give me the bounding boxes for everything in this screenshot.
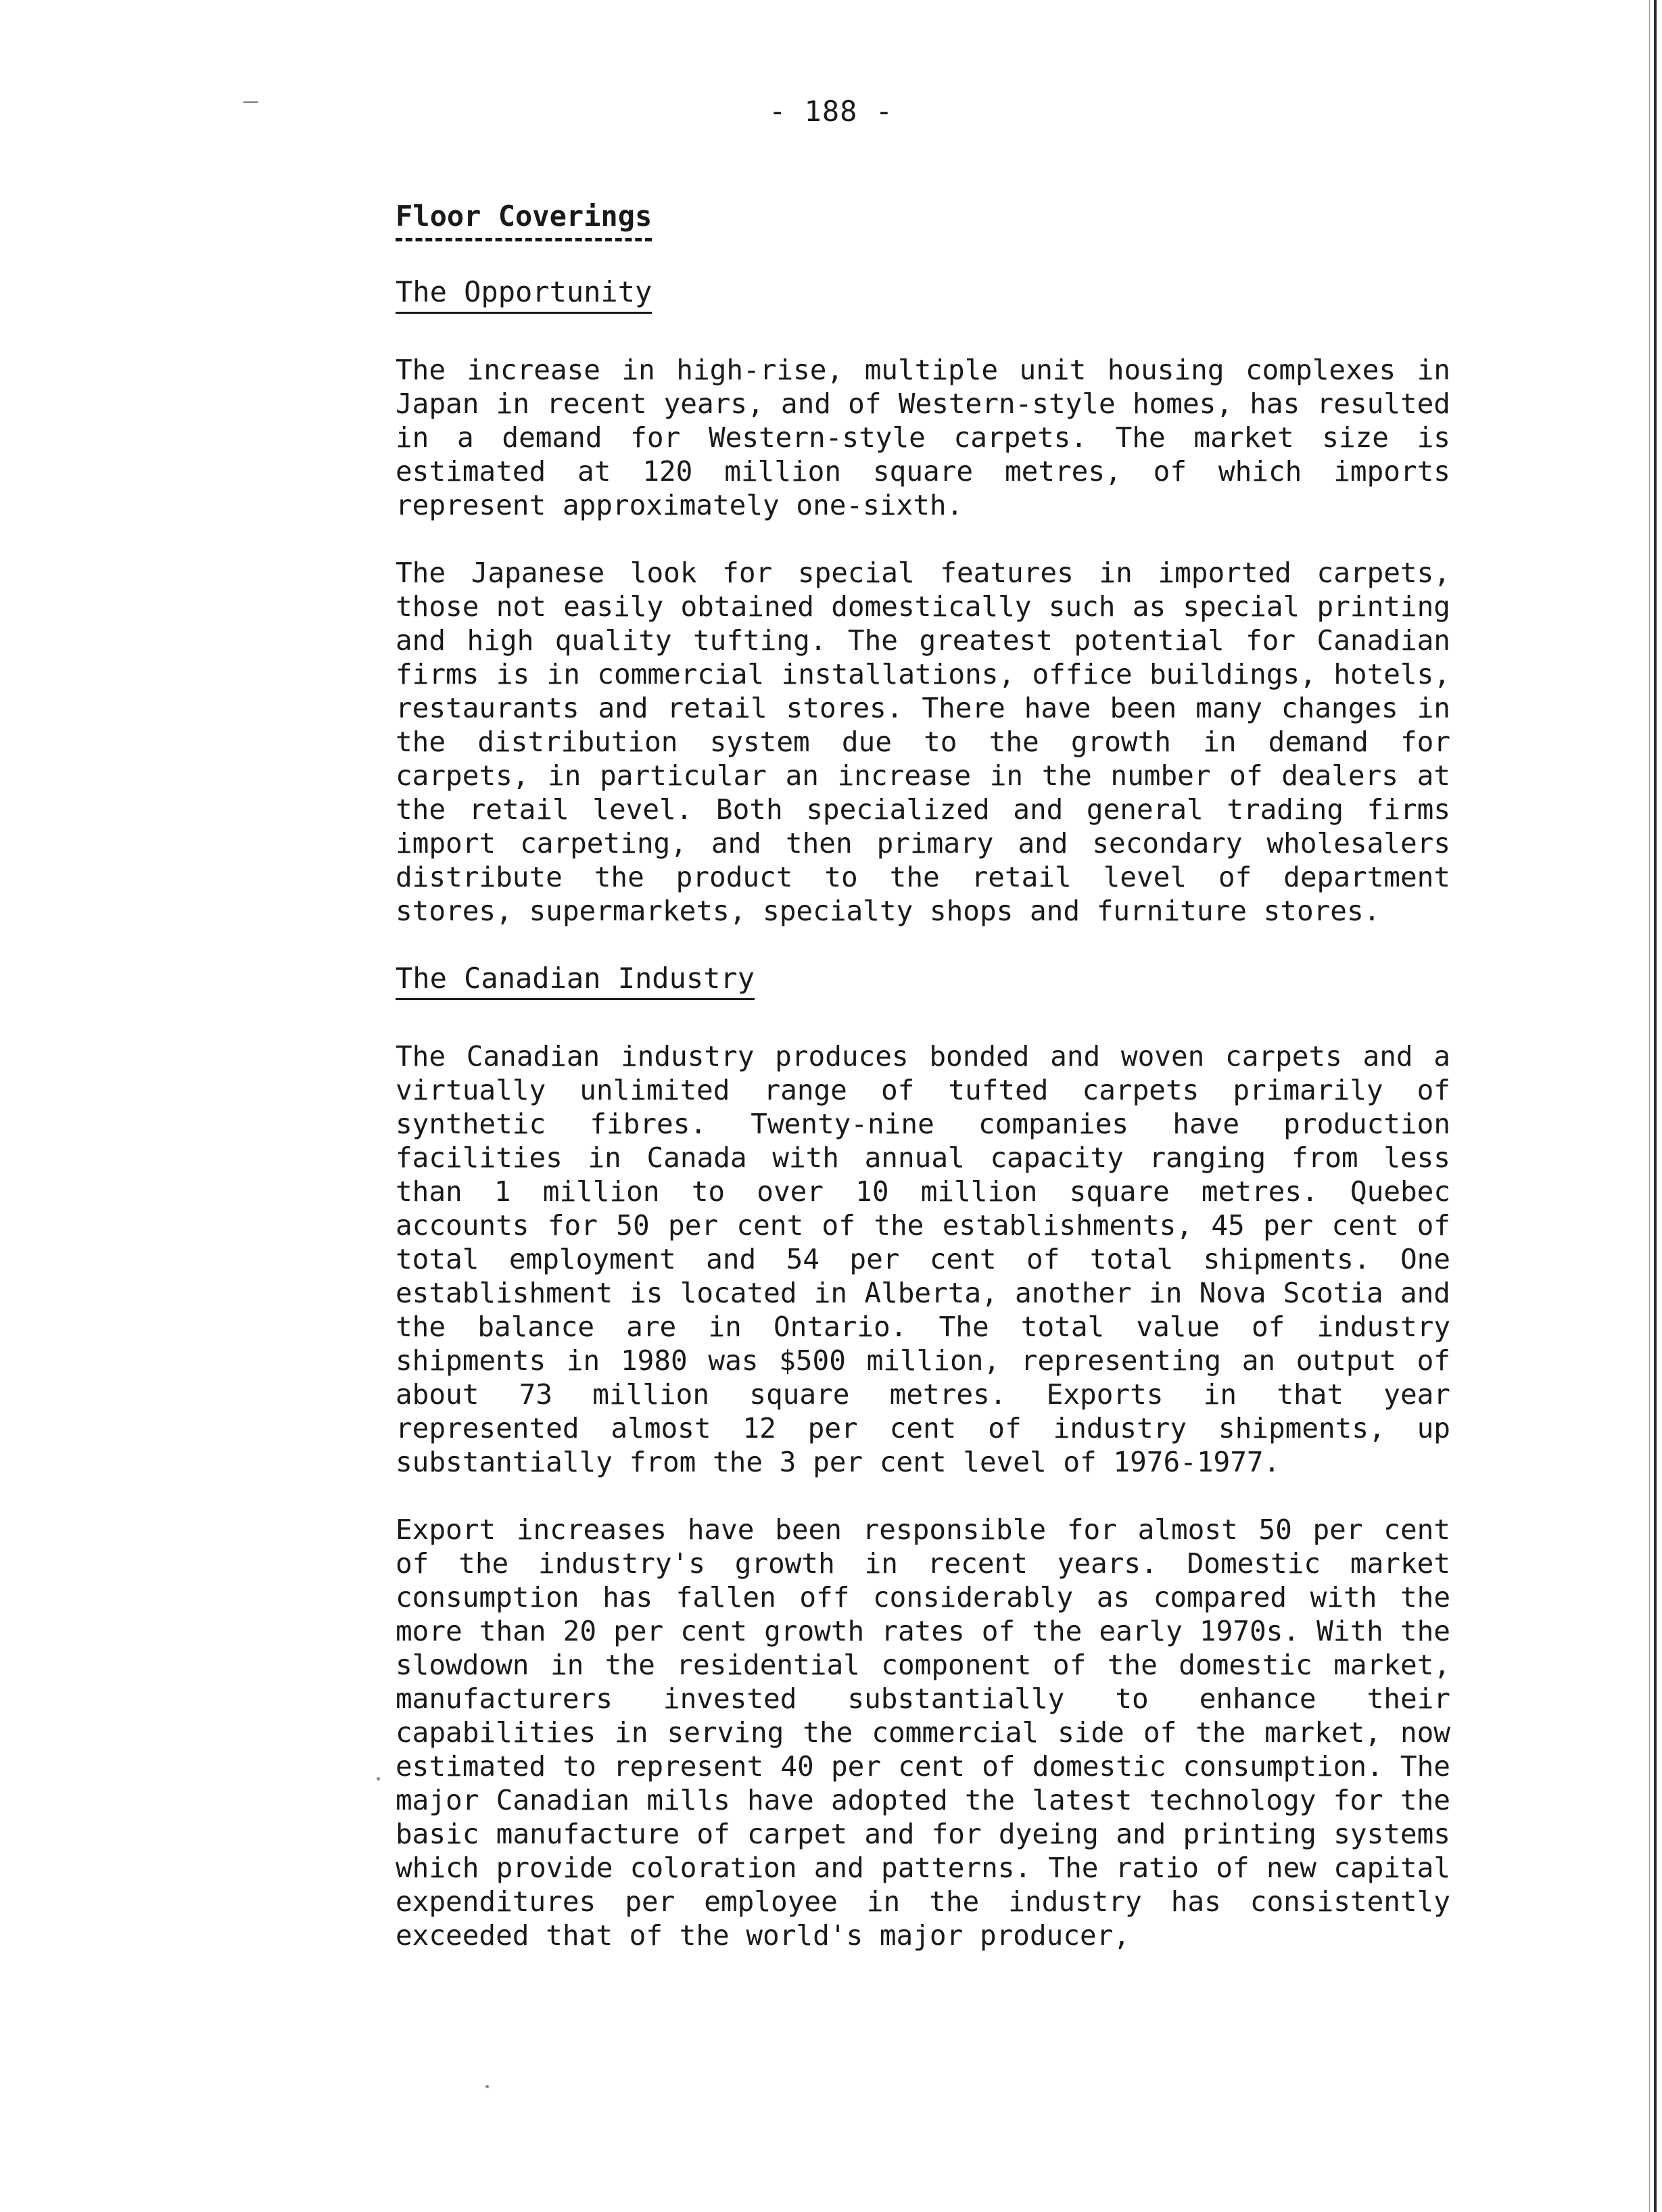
scan-speck <box>377 1777 380 1781</box>
paragraph: The Canadian industry produces bonded and woven carpets and a virtually unlimited range of tufted carpets primarily of synthetic fibres. Twenty-nine companies have production facilities in Canada with annual capacity ranging from less than 1 million to over 10 million square metres. Quebec accounts for 50 per cent of the establishments, 45 per cent of total employment and 54 per cent of total shipments. One establishment is located in Alberta, another in Nova Scotia and the balance are in Ontario. The total value of industry shipments in 1980 was $500 million, representing an output of about 73 million square metres. Exports in that year represented almost 12 per cent of industry shipments, up substantially from the 3 per cent level of 1976-1977. <box>396 1040 1450 1478</box>
document-body <box>396 199 1450 1986</box>
subheading-opportunity: The Opportunity <box>396 275 652 314</box>
scan-speck <box>485 2085 489 2088</box>
paragraph: Export increases have been responsible for almost 50 per cent of the industry's growth in recent years. Domestic market consumption has fallen off considerably as compared with the more than 20 per cent growth rates of the early 1970s. With the slowdown in the residential component of the domestic market, manufacturers invested substantially to enhance their capabilities in serving the commercial side of the market, now estimated to represent 40 per cent of domestic consumption. The major Canadian mills have adopted the latest technology for the basic manufacture of carpet and for dyeing and printing systems which provide coloration and patterns. The ratio of new capital expenditures per employee in the industry has consistently exceeded that of the world's major producer, <box>396 1513 1450 1952</box>
page-number: - 188 - <box>768 95 893 128</box>
scan-edge-line <box>1654 0 1657 2212</box>
subheading-canadian-industry: The Canadian Industry <box>396 962 755 1000</box>
section-title: Floor Coverings <box>396 199 652 241</box>
paragraph: The increase in high-rise, multiple unit housing complexes in Japan in recent years, and of Western-style homes, has resulted in a demand for Western-style carpets. The market size is estimated at 120 million square metres, of which imports represent approximately one-sixth. <box>396 354 1450 521</box>
scan-edge-shadow <box>1649 0 1650 2212</box>
paragraph: The Japanese look for special features in imported carpets, those not easily obtained domestically such as special printing and high quality tufting. The greatest potential for Canadian firms is in commercial installations, office buildings, hotels, restaurants and retail stores. There have been many changes in the distribution system due to the growth in demand for carpets, in particular an increase in the number of dealers at the retail level. Both specialized and general trading firms import carpeting, and then primary and secondary wholesalers distribute the product to the retail level of department stores, supermarkets, specialty shops and furniture stores. <box>396 557 1450 927</box>
